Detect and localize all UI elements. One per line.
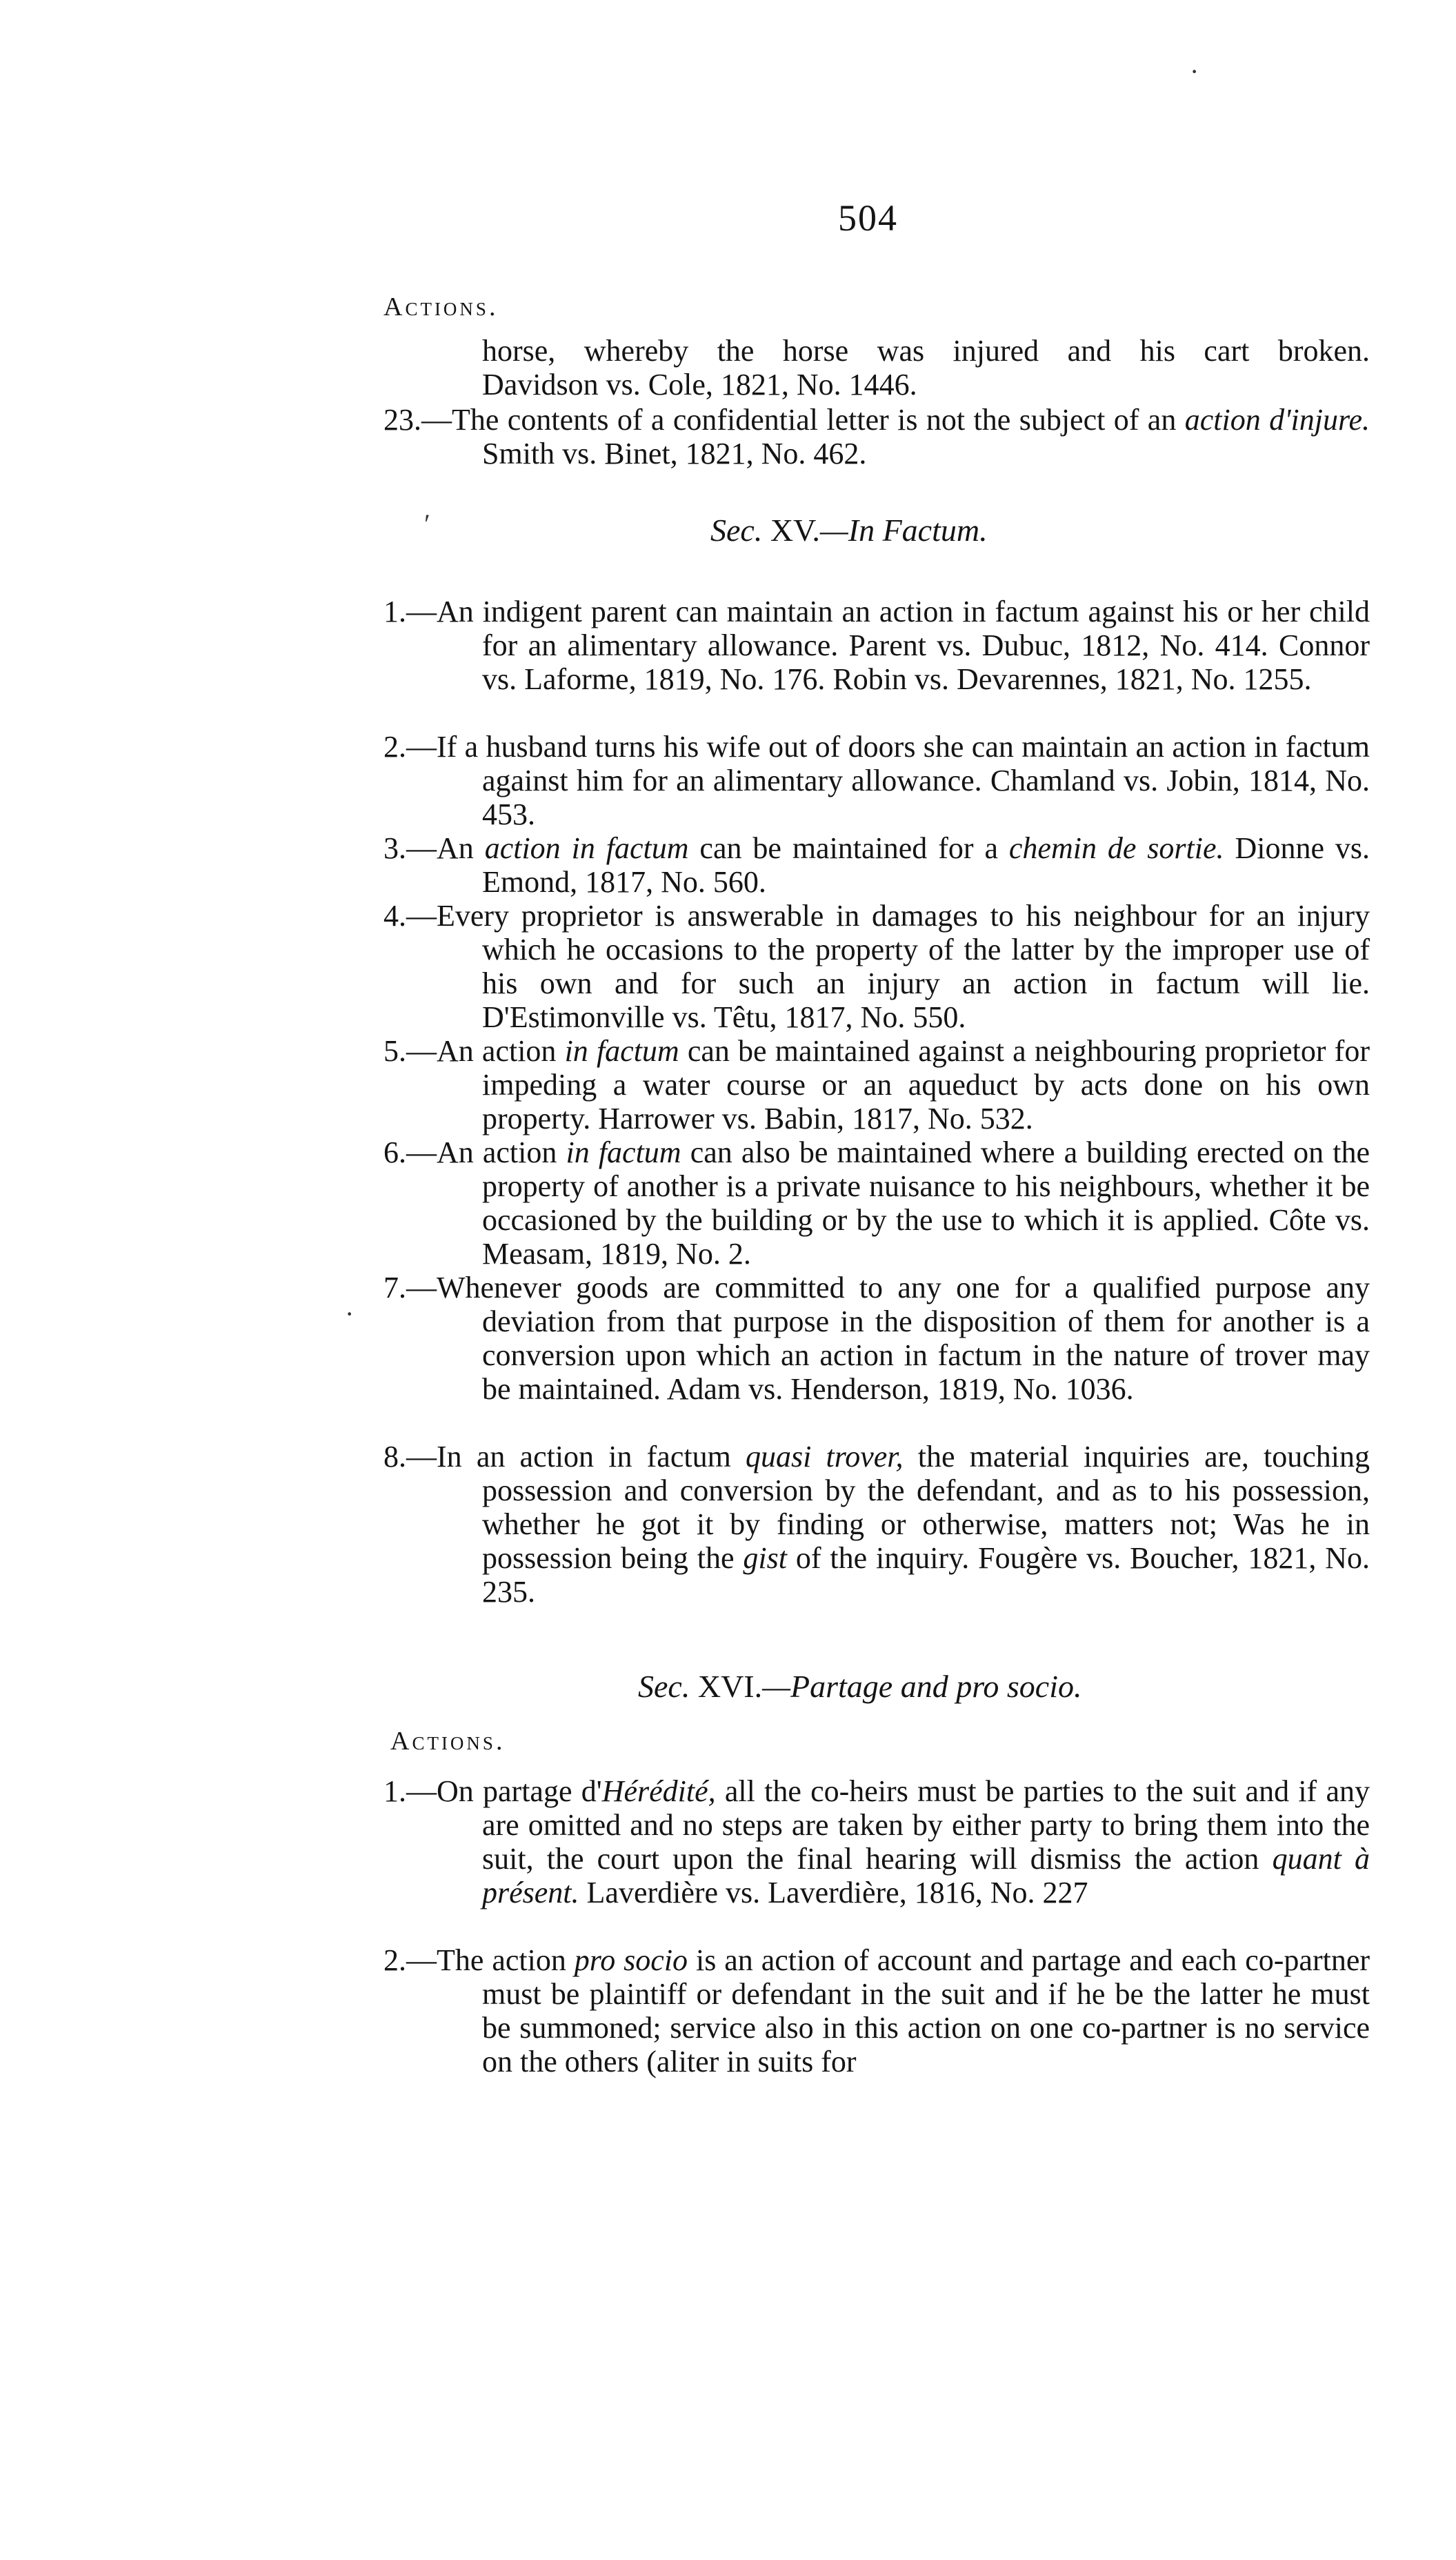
- entry-emphasis: quant à présent.: [482, 1842, 1370, 1909]
- stray-mark: ·: [345, 1298, 355, 1329]
- entry-emphasis: in factum: [566, 1135, 681, 1169]
- section-prefix: Sec.: [638, 1669, 690, 1704]
- entry-emphasis: action in factum: [484, 831, 689, 865]
- entry-emphasis: pro socio: [574, 1943, 688, 1977]
- stray-mark: ′: [424, 508, 430, 539]
- entry-number: 2.—: [383, 1943, 437, 1977]
- entry-text: An indigent parent can maintain an action in factum against his or her child for an alimentary allowance. Parent vs. Dubuc, 1812, No. 414. Connor vs. Laforme, 1819, No. 176. Robin vs. Devarennes, 1821, No. 1255.: [437, 595, 1370, 696]
- entry-text: Smith vs. Binet, 1821, No. 462.: [482, 437, 867, 470]
- section-heading-xvi: [638, 1669, 1082, 1703]
- entry-emphasis: action d'injure.: [1184, 403, 1370, 437]
- continued-line: Davidson vs. Cole, 1821, No. 1446.: [482, 368, 917, 401]
- entry-text: An: [437, 831, 485, 865]
- entry-text: In an action in factum: [437, 1440, 746, 1474]
- page-number: 504: [838, 197, 898, 239]
- entry-xv-1: [383, 595, 1370, 696]
- entry-text: can be maintained for a: [688, 831, 1009, 865]
- entry-emphasis: Hérédité,: [601, 1774, 716, 1808]
- entry-emphasis: quasi trover,: [745, 1440, 904, 1474]
- entry-text: is an action of account and partage and each co-partner must be plaintiff or defendant in the suit and if he be the latter he must be summoned; service also in this action on one co-partner is no service on the others (aliter in suits for: [482, 1943, 1370, 2078]
- entry-text: On partage d': [437, 1774, 602, 1808]
- entry-emphasis: in factum: [564, 1034, 679, 1068]
- section-prefix: Sec.: [710, 513, 763, 548]
- entry-number: 1.—: [383, 1774, 437, 1808]
- entry-number: 23.—: [383, 403, 452, 437]
- entry-text: The action: [437, 1943, 575, 1977]
- entry-xv-6: [383, 1135, 1370, 1271]
- entry-xv-5: [383, 1034, 1370, 1135]
- section-number: XV.: [762, 513, 820, 548]
- entry-xv-2: [383, 730, 1370, 831]
- section-heading-xv: [710, 513, 988, 547]
- entry-text: can be maintained against a neighbouring proprietor for impeding a water course or an aqueduct by acts done on his own property. Harrower vs. Babin, 1817, No. 532.: [482, 1034, 1370, 1135]
- entry-text: the material inquiries are, touching possession and conversion by the defendant, and as to his possession, whether he got it by finding or otherwise, matters not; Was he in possession being the: [482, 1440, 1370, 1575]
- entry-number: 8.—: [383, 1440, 437, 1474]
- entry-text: can also be maintained where a building erected on the property of another is a private nuisance to his neighbours, whether it be occasioned by the building or by the use to which it is applied. Côte vs. Measam, 1819, No. 2.: [482, 1135, 1370, 1271]
- entry-text: Every proprietor is answerable in damages to his neighbour for an injury which he occasions to the property of the latter by the improper use of his own and for such an injury an action in factum will lie. D'Estimonville vs. Têtu, 1817, No. 550.: [437, 899, 1370, 1034]
- entry-text: Whenever goods are committed to any one for a qualified purpose any deviation from that purpose in the disposition of them for another is a conversion upon which an action in factum in the nature of trover may be maintained. Adam vs. Henderson, 1819, No. 1036.: [437, 1271, 1370, 1406]
- entry-text: An action: [437, 1034, 565, 1068]
- entry-xvi-1: [383, 1774, 1370, 1909]
- sub-running-head: Actions.: [390, 1727, 506, 1756]
- section-title: —Partage and pro socio.: [762, 1669, 1082, 1704]
- entry-emphasis: chemin de sortie.: [1008, 831, 1224, 865]
- entry-xv-8: [383, 1440, 1370, 1609]
- entry-number: 6.—: [383, 1135, 437, 1169]
- entry-23: [383, 403, 1370, 470]
- entry-xv-7: [383, 1271, 1370, 1406]
- section-number: XVI.: [690, 1669, 763, 1704]
- entry-text: Laverdière vs. Laverdière, 1816, No. 227: [579, 1876, 1088, 1909]
- entry-xv-4: [383, 899, 1370, 1034]
- entry-xvi-2: [383, 1943, 1370, 2078]
- entry-number: 2.—: [383, 730, 437, 764]
- entry-text: The contents of a confidential letter is not the subject of an: [452, 403, 1185, 437]
- entry-text: An action: [437, 1135, 566, 1169]
- continued-line: horse, whereby the horse was injured and his cart broken.: [482, 334, 1370, 368]
- stray-mark-top: ·: [1190, 56, 1199, 87]
- entry-text: all the co-heirs must be parties to the suit and if any are omitted and no steps are taken by either party to bring them into the suit, the court upon the final hearing will dismiss the action: [482, 1774, 1370, 1876]
- entry-number: 3.—: [383, 831, 437, 865]
- entry-text: If a husband turns his wife out of doors she can maintain an action in factum against him for an alimentary allowance. Chamland vs. Jobin, 1814, No. 453.: [437, 730, 1370, 831]
- entry-xv-3: [383, 831, 1370, 899]
- entry-number: 4.—: [383, 899, 437, 933]
- entry-number: 1.—: [383, 595, 437, 628]
- entry-number: 7.—: [383, 1271, 437, 1304]
- entry-text: Dionne vs. Emond, 1817, No. 560.: [482, 831, 1370, 899]
- entry-number: 5.—: [383, 1034, 437, 1068]
- entry-emphasis: gist: [743, 1541, 787, 1575]
- continued-text: [383, 334, 1370, 401]
- entry-text: of the inquiry. Fougère vs. Boucher, 1821, No. 235.: [482, 1541, 1370, 1609]
- running-head: Actions.: [383, 292, 499, 321]
- section-title: —In Factum.: [819, 513, 988, 548]
